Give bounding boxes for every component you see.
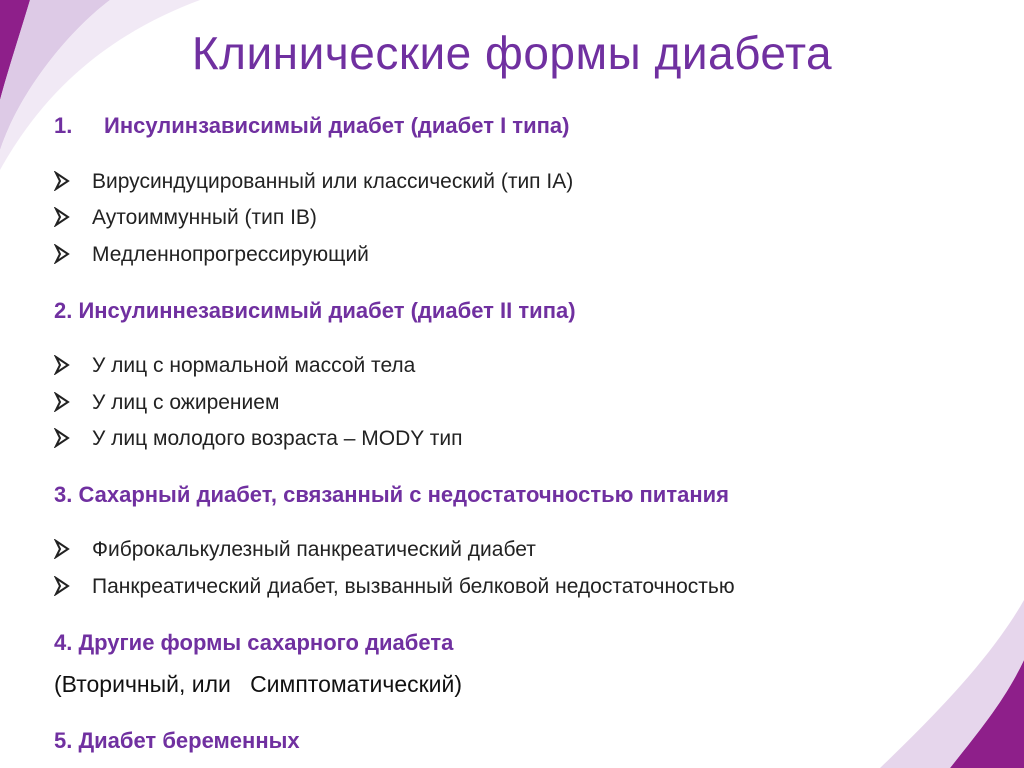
arrow-bullet-icon — [54, 207, 70, 227]
list-item-label: Панкреатический диабет, вызванный белковой недостаточностью — [92, 575, 735, 598]
arrow-bullet-icon — [54, 576, 70, 596]
list-item-label: У лиц молодого возраста – MODY тип — [92, 427, 463, 450]
arrow-bullet-icon — [54, 171, 70, 191]
section-1-heading — [54, 113, 569, 139]
list-item-label: Медленнопрогрессирующий — [92, 243, 369, 266]
list-item-label: Аутоиммунный (тип IB) — [92, 206, 317, 229]
section-1-number: 1. — [54, 113, 73, 138]
slide-title: Клинические формы диабета — [191, 27, 833, 79]
section-1-title: Инсулинзависимый диабет (диабет I типа) — [104, 113, 570, 138]
section-4-note: (Вторичный, или Симптоматический) — [54, 671, 463, 697]
list-item-label: Фиброкалькулезный панкреатический диабет — [92, 538, 536, 561]
arrow-bullet-icon — [54, 428, 70, 448]
arrow-bullet-icon — [54, 539, 70, 559]
section-3-heading: 3. Сахарный диабет, связанный с недостаточностью питания — [54, 482, 729, 507]
arrow-bullet-icon — [54, 392, 70, 412]
arrow-bullet-icon — [54, 355, 70, 375]
section-5-heading: 5. Диабет беременных — [54, 728, 300, 753]
list-item-label: У лиц с нормальной массой тела — [92, 354, 416, 377]
section-4-heading: 4. Другие формы сахарного диабета — [54, 630, 454, 655]
section-2-heading: 2. Инсулиннезависимый диабет (диабет II типа) — [54, 298, 576, 323]
list-item-label: Вирусиндуцированный или классический (тип IA) — [92, 170, 574, 193]
arrow-bullet-icon — [54, 244, 70, 264]
list-item-label: У лиц с ожирением — [92, 391, 280, 414]
